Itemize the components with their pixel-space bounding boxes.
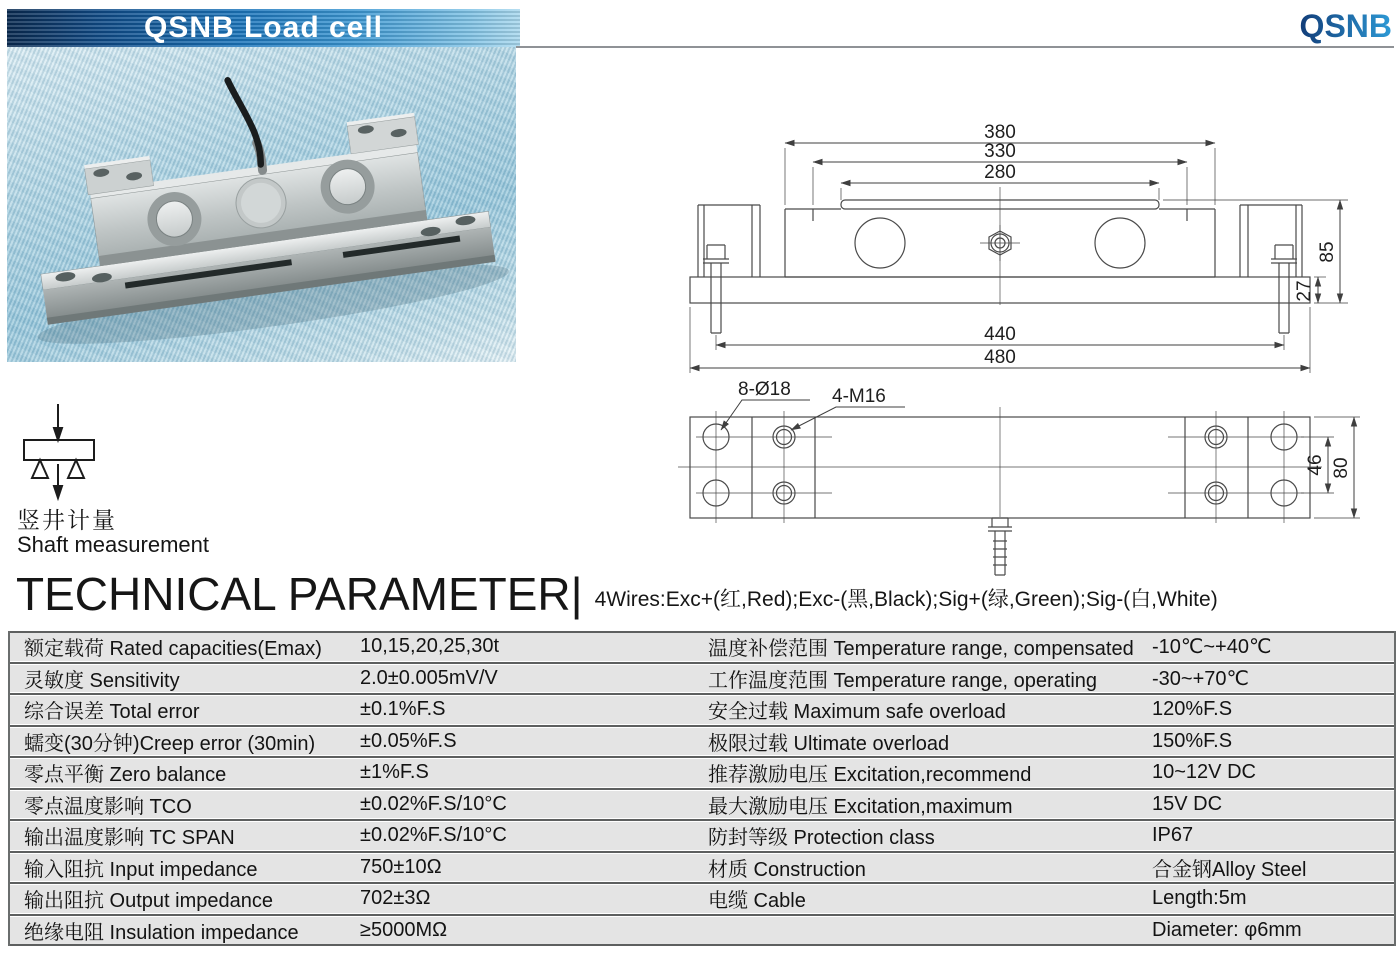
param-label: 工作温度范围 Temperature range, operating [708,669,1098,692]
dim-380: 380 [984,122,1016,143]
dim-480: 480 [984,347,1016,368]
table-row [10,917,1394,945]
dim-85: 85 [1317,241,1338,263]
param-label: 极限过载 Ultimate overload [708,732,950,755]
row-separator [10,787,1394,791]
param-value: ≥5000MΩ [360,918,448,941]
top-view-dim-labels [738,379,1352,479]
param-value: 15V DC [1152,792,1223,815]
dim-330: 330 [984,141,1016,162]
thread-callout: 4-M16 [832,386,886,407]
param-value: ±0.02%F.S/10°C [360,824,507,847]
param-label: 防封等级 Protection class [708,827,935,850]
header-banner [7,9,520,47]
param-label: 推荐激励电压 Excitation,recommend [708,764,1032,787]
param-value: ±0.1%F.S [360,698,446,721]
param-value: Diameter: φ6mm [1152,918,1302,941]
param-label: 最大激励电压 Excitation,maximum [708,795,1013,818]
table-row [10,885,1394,913]
application-label-cn: 竖井计量 [17,507,117,533]
row-separator [10,724,1394,728]
row-separator [10,913,1394,917]
param-label: 输入阻抗 Input impedance [24,858,258,881]
row-separator [10,755,1394,759]
shaft-measurement-icon [12,398,112,502]
wiring-note: 4Wires:Exc+(红,Red);Exc-(黑,Black);Sig+(绿,Green);Sig-(白,White) [594,588,1218,612]
load-cell-body [7,47,512,359]
section-heading-row [16,570,1392,618]
table-row [10,665,1394,693]
application-label-en: Shaft measurement [17,532,209,557]
table-row [10,728,1394,756]
header-divider [516,46,1394,48]
table-row [10,759,1394,787]
row-separator [10,692,1394,696]
load-cell-photo-art [7,47,516,362]
row-separator [10,818,1394,822]
param-value: -30~+70℃ [1152,667,1249,690]
dim-440: 440 [984,324,1016,345]
table-row [10,696,1394,724]
front-view-dimensions [690,143,1348,373]
row-separator [10,881,1394,885]
param-label: 蠕变(30分钟)Creep error (30min) [24,732,316,755]
page-title: QSNB Load cell [143,11,384,44]
table-row [10,822,1394,850]
dim-46: 46 [1305,454,1326,476]
param-value: IP67 [1152,824,1194,847]
param-label: 安全过载 Maximum safe overload [708,701,1006,724]
param-label: 零点平衡 Zero balance [24,764,227,787]
param-label: 温度补偿范围 Temperature range, compensated [708,638,1134,661]
table-row [10,854,1394,882]
top-view-dimensions [721,400,1360,518]
param-label: 电缆 Cable [708,890,806,913]
section-title: TECHNICAL PARAMETER| [16,568,583,620]
parameter-table [8,631,1396,946]
param-label: 材质 Construction [708,858,866,881]
param-label: 零点温度影响 TCO [24,795,192,818]
table-row [10,791,1394,819]
brand-logo: QSNB [1299,8,1392,44]
param-value: ±0.05%F.S [360,729,457,752]
param-label: 输出温度影响 TC SPAN [24,827,235,850]
row-separator [10,850,1394,854]
param-label: 综合误差 Total error [24,701,200,724]
param-value: Length:5m [1152,887,1247,910]
param-value: 合金钢Alloy Steel [1152,858,1307,881]
param-value: 10,15,20,25,30t [360,635,500,658]
param-value: 10~12V DC [1152,761,1256,784]
row-separator [10,661,1394,665]
param-value: 150%F.S [1152,729,1233,752]
table-row [10,633,1394,661]
param-label: 输出阻抗 Output impedance [24,890,273,913]
dim-80: 80 [1331,457,1352,479]
param-value: 120%F.S [1152,698,1233,721]
dim-280: 280 [984,162,1016,183]
param-label: 额定载荷 Rated capacities(Emax) [24,638,322,661]
param-value: -10℃~+40℃ [1152,636,1272,659]
param-label: 灵敏度 Sensitivity [24,669,180,692]
top-view [678,407,1322,575]
param-value: 2.0±0.005mV/V [360,666,498,689]
technical-drawing [660,55,1400,590]
param-value: 702±3Ω [360,887,431,910]
product-photo [7,47,516,362]
front-view [690,187,1310,333]
param-value: ±0.02%F.S/10°C [360,792,507,815]
param-value: ±1%F.S [360,761,429,784]
dim-27: 27 [1294,280,1315,302]
param-value: 750±10Ω [360,855,442,878]
param-label: 绝缘电阻 Insulation impedance [24,921,299,944]
hole-callout: 8-Ø18 [738,379,791,400]
